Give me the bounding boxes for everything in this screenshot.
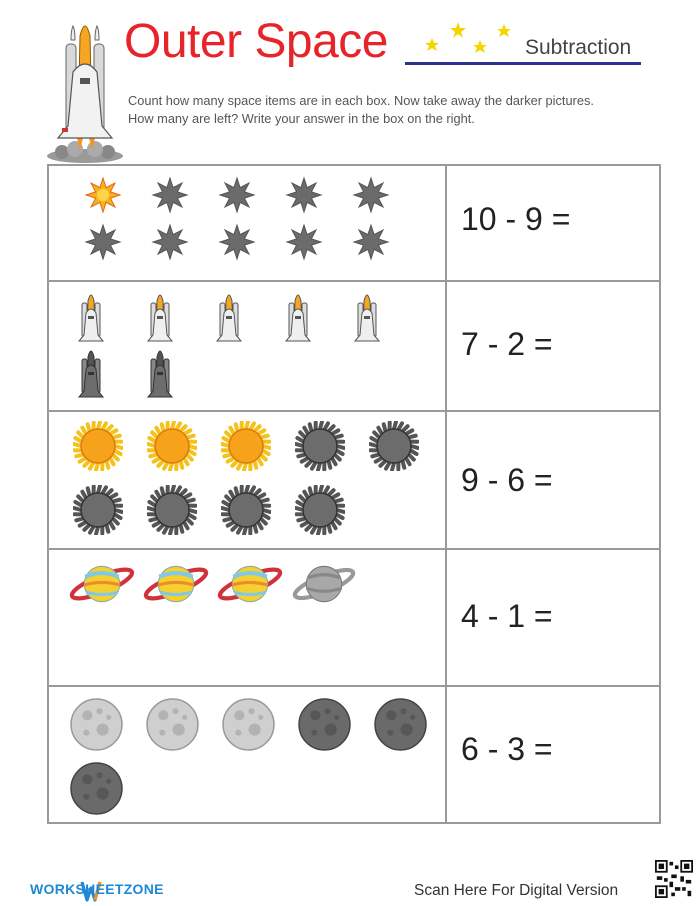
worksheet-table	[47, 164, 661, 824]
equation-2: 7 - 2 =	[461, 326, 553, 362]
problem-row-3	[49, 410, 659, 548]
star-icon	[83, 222, 123, 262]
instructions	[128, 92, 658, 128]
moon-icon	[145, 697, 200, 752]
problem-row-5	[49, 685, 659, 824]
picture-box-2	[49, 282, 447, 410]
star-icon	[284, 175, 324, 215]
sun-icon	[369, 421, 419, 471]
space-shuttle-icon	[71, 289, 111, 345]
ringed-planet-icon	[213, 559, 287, 609]
space-shuttle-icon	[278, 289, 318, 345]
star-icon	[217, 222, 257, 262]
equation-5: 6 - 3 =	[461, 731, 553, 767]
instructions-line-1: Count how many space items are in each box. Now take away the darker pictures.	[128, 93, 594, 108]
star-icon	[351, 222, 391, 262]
space-shuttle-icon	[140, 289, 180, 345]
space-shuttle-icon	[347, 289, 387, 345]
footer-brand: WORKSHEETZONE	[30, 881, 164, 897]
problem-row-1	[49, 166, 659, 280]
sun-icon	[147, 421, 197, 471]
picture-box-1	[49, 166, 447, 280]
star-icon	[150, 175, 190, 215]
moon-icon	[373, 697, 428, 752]
problem-row-2	[49, 280, 659, 410]
space-shuttle-icon	[140, 345, 180, 401]
star-icon	[83, 175, 123, 215]
equation-4: 4 - 1 =	[461, 598, 553, 634]
instructions-line-2: How many are left? Write your answer in the box on the right.	[128, 111, 475, 126]
space-shuttle-icon	[209, 289, 249, 345]
ringed-planet-icon	[287, 559, 361, 609]
picture-box-5	[49, 687, 447, 824]
moon-icon	[69, 697, 124, 752]
title-underline	[405, 62, 641, 65]
stars-decoration-icon	[420, 20, 520, 56]
scan-text: Scan Here For Digital Version	[414, 882, 619, 899]
problem-row-4	[49, 548, 659, 685]
sun-icon	[221, 421, 271, 471]
moon-icon	[69, 761, 124, 816]
picture-box-3	[49, 412, 447, 548]
star-icon	[284, 222, 324, 262]
qr-code-icon[interactable]	[655, 860, 693, 898]
sun-icon	[147, 485, 197, 535]
page-title: Outer Space	[124, 15, 388, 68]
picture-box-4	[49, 550, 447, 685]
star-icon	[217, 175, 257, 215]
sun-icon	[295, 485, 345, 535]
sun-icon	[73, 421, 123, 471]
moon-icon	[221, 697, 276, 752]
sun-icon	[221, 485, 271, 535]
equation-3: 9 - 6 =	[461, 462, 553, 498]
star-icon	[351, 175, 391, 215]
moon-icon	[297, 697, 352, 752]
page-subtitle: Subtraction	[525, 36, 632, 59]
ringed-planet-icon	[65, 559, 139, 609]
space-shuttle-icon	[71, 345, 111, 401]
star-icon	[150, 222, 190, 262]
equation-1: 10 - 9 =	[461, 201, 571, 237]
sun-icon	[73, 485, 123, 535]
rocket-icon	[42, 16, 128, 164]
sun-icon	[295, 421, 345, 471]
ringed-planet-icon	[139, 559, 213, 609]
